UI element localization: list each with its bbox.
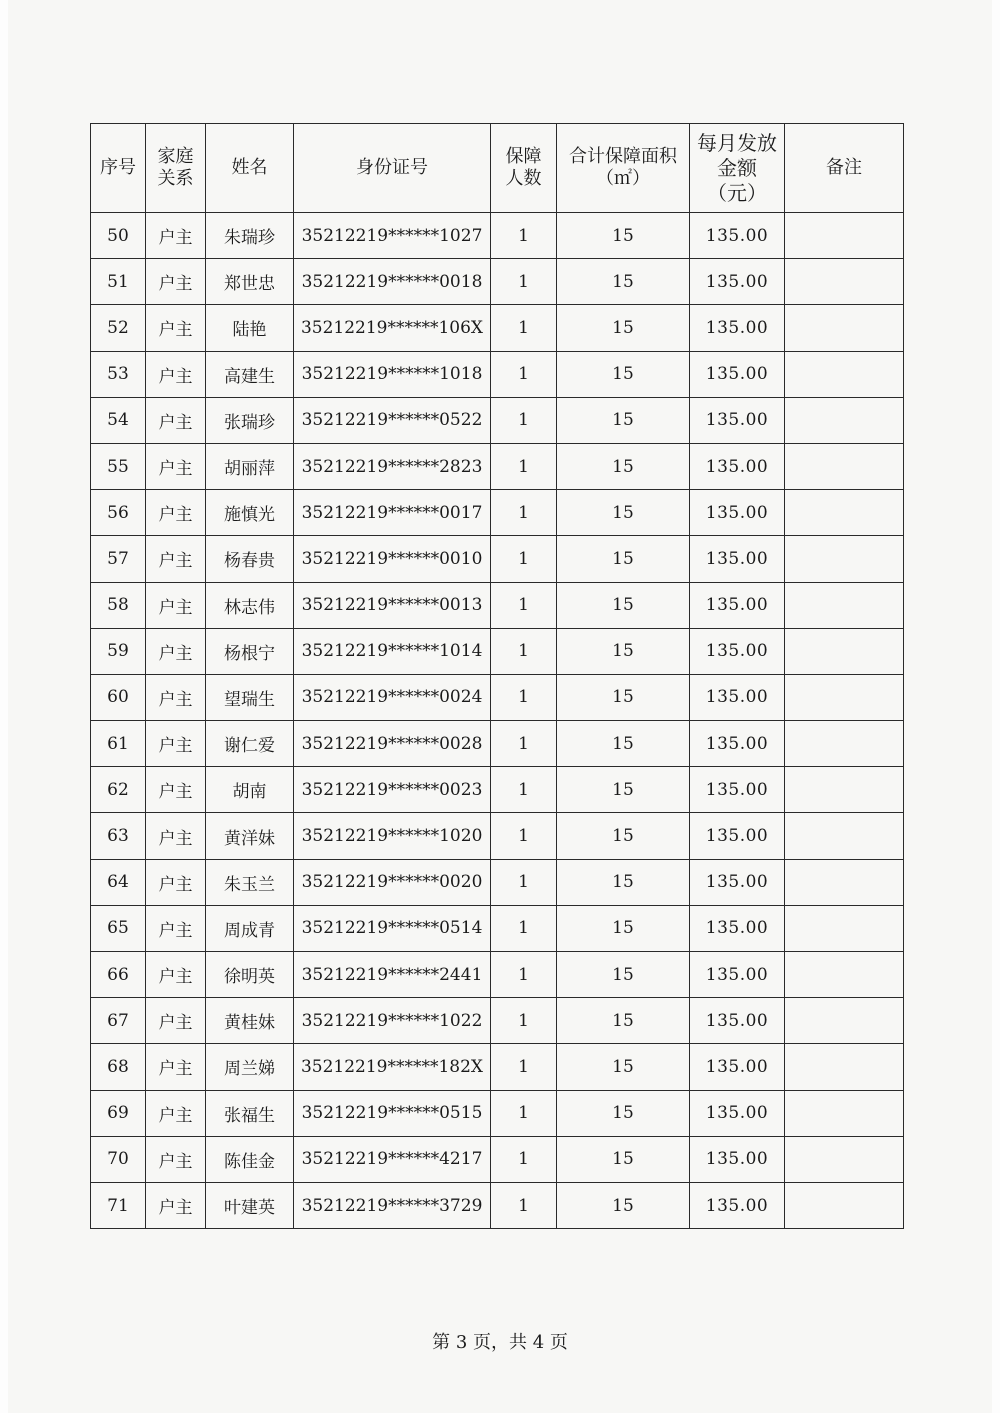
cell-persons: 1 <box>491 536 557 582</box>
cell-relation: 户主 <box>146 998 206 1044</box>
cell-seq: 67 <box>91 998 146 1044</box>
cell-relation: 户主 <box>146 397 206 443</box>
cell-id-number: 35212219******0018 <box>294 259 491 305</box>
cell-relation: 户主 <box>146 813 206 859</box>
cell-name: 朱瑞珍 <box>206 213 294 259</box>
cell-remarks <box>785 813 904 859</box>
cell-relation: 户主 <box>146 443 206 489</box>
cell-persons: 1 <box>491 952 557 998</box>
cell-area: 15 <box>557 536 690 582</box>
cell-name: 黄桂妹 <box>206 998 294 1044</box>
cell-area: 15 <box>557 1044 690 1090</box>
cell-area: 15 <box>557 397 690 443</box>
cell-remarks <box>785 628 904 674</box>
cell-remarks <box>785 1090 904 1136</box>
cell-relation: 户主 <box>146 1182 206 1228</box>
cell-remarks <box>785 213 904 259</box>
cell-name: 郑世忠 <box>206 259 294 305</box>
cell-remarks <box>785 998 904 1044</box>
table-row <box>91 536 904 582</box>
cell-id-number: 35212219******0013 <box>294 582 491 628</box>
cell-name: 施慎光 <box>206 490 294 536</box>
cell-name: 高建生 <box>206 351 294 397</box>
cell-name: 叶建英 <box>206 1182 294 1228</box>
header-remarks: 备注 <box>785 124 904 213</box>
cell-relation: 户主 <box>146 582 206 628</box>
cell-area: 15 <box>557 213 690 259</box>
cell-seq: 50 <box>91 213 146 259</box>
table-row <box>91 351 904 397</box>
header-id-number: 身份证号 <box>294 124 491 213</box>
cell-name: 朱玉兰 <box>206 859 294 905</box>
cell-amount: 135.00 <box>690 998 785 1044</box>
cell-remarks <box>785 397 904 443</box>
cell-persons: 1 <box>491 351 557 397</box>
header-name: 姓名 <box>206 124 294 213</box>
cell-persons: 1 <box>491 767 557 813</box>
table-row <box>91 905 904 951</box>
table-row <box>91 305 904 351</box>
cell-remarks <box>785 1136 904 1182</box>
cell-id-number: 35212219******1022 <box>294 998 491 1044</box>
header-persons: 保障人数 <box>491 124 557 213</box>
cell-relation: 户主 <box>146 351 206 397</box>
cell-relation: 户主 <box>146 490 206 536</box>
cell-area: 15 <box>557 259 690 305</box>
cell-id-number: 35212219******0017 <box>294 490 491 536</box>
cell-remarks <box>785 305 904 351</box>
cell-id-number: 35212219******0024 <box>294 674 491 720</box>
cell-name: 周兰娣 <box>206 1044 294 1090</box>
cell-remarks <box>785 905 904 951</box>
cell-seq: 69 <box>91 1090 146 1136</box>
cell-seq: 61 <box>91 721 146 767</box>
cell-seq: 56 <box>91 490 146 536</box>
table-row <box>91 674 904 720</box>
cell-amount: 135.00 <box>690 351 785 397</box>
cell-area: 15 <box>557 859 690 905</box>
cell-area: 15 <box>557 443 690 489</box>
cell-area: 15 <box>557 1136 690 1182</box>
cell-amount: 135.00 <box>690 305 785 351</box>
cell-remarks <box>785 767 904 813</box>
cell-seq: 55 <box>91 443 146 489</box>
cell-id-number: 35212219******182X <box>294 1044 491 1090</box>
table-row <box>91 397 904 443</box>
cell-id-number: 35212219******2441 <box>294 952 491 998</box>
cell-relation: 户主 <box>146 305 206 351</box>
cell-name: 陆艳 <box>206 305 294 351</box>
cell-amount: 135.00 <box>690 721 785 767</box>
cell-persons: 1 <box>491 1136 557 1182</box>
cell-amount: 135.00 <box>690 905 785 951</box>
header-relation: 家庭关系 <box>146 124 206 213</box>
cell-area: 15 <box>557 305 690 351</box>
cell-amount: 135.00 <box>690 859 785 905</box>
table-body <box>91 213 904 1229</box>
cell-id-number: 35212219******3729 <box>294 1182 491 1228</box>
cell-remarks <box>785 674 904 720</box>
cell-relation: 户主 <box>146 905 206 951</box>
cell-id-number: 35212219******0028 <box>294 721 491 767</box>
cell-relation: 户主 <box>146 213 206 259</box>
table-row <box>91 1136 904 1182</box>
cell-name: 杨根宁 <box>206 628 294 674</box>
cell-seq: 64 <box>91 859 146 905</box>
cell-remarks <box>785 859 904 905</box>
cell-area: 15 <box>557 813 690 859</box>
cell-relation: 户主 <box>146 859 206 905</box>
cell-persons: 1 <box>491 213 557 259</box>
cell-amount: 135.00 <box>690 1182 785 1228</box>
cell-relation: 户主 <box>146 628 206 674</box>
header-row <box>91 124 904 213</box>
cell-persons: 1 <box>491 1182 557 1228</box>
cell-persons: 1 <box>491 998 557 1044</box>
cell-persons: 1 <box>491 859 557 905</box>
cell-id-number: 35212219******2823 <box>294 443 491 489</box>
table-row <box>91 628 904 674</box>
cell-id-number: 35212219******106X <box>294 305 491 351</box>
table-row <box>91 259 904 305</box>
cell-relation: 户主 <box>146 721 206 767</box>
table-row <box>91 1044 904 1090</box>
cell-relation: 户主 <box>146 259 206 305</box>
cell-persons: 1 <box>491 490 557 536</box>
cell-remarks <box>785 582 904 628</box>
cell-relation: 户主 <box>146 1044 206 1090</box>
cell-amount: 135.00 <box>690 397 785 443</box>
cell-seq: 52 <box>91 305 146 351</box>
cell-area: 15 <box>557 905 690 951</box>
cell-name: 黄洋妹 <box>206 813 294 859</box>
cell-amount: 135.00 <box>690 582 785 628</box>
cell-name: 周成青 <box>206 905 294 951</box>
cell-name: 谢仁爱 <box>206 721 294 767</box>
cell-seq: 53 <box>91 351 146 397</box>
cell-amount: 135.00 <box>690 674 785 720</box>
table-row <box>91 998 904 1044</box>
cell-id-number: 35212219******0020 <box>294 859 491 905</box>
cell-name: 胡丽萍 <box>206 443 294 489</box>
cell-id-number: 35212219******1027 <box>294 213 491 259</box>
cell-persons: 1 <box>491 905 557 951</box>
cell-relation: 户主 <box>146 1136 206 1182</box>
table-row <box>91 1182 904 1228</box>
cell-name: 徐明英 <box>206 952 294 998</box>
cell-remarks <box>785 952 904 998</box>
cell-area: 15 <box>557 767 690 813</box>
cell-seq: 54 <box>91 397 146 443</box>
cell-persons: 1 <box>491 397 557 443</box>
cell-relation: 户主 <box>146 952 206 998</box>
table-row <box>91 582 904 628</box>
subsidy-table <box>90 123 904 1229</box>
cell-id-number: 35212219******0514 <box>294 905 491 951</box>
cell-remarks <box>785 1182 904 1228</box>
cell-persons: 1 <box>491 259 557 305</box>
cell-seq: 60 <box>91 674 146 720</box>
cell-remarks <box>785 536 904 582</box>
table-row <box>91 813 904 859</box>
cell-amount: 135.00 <box>690 213 785 259</box>
cell-seq: 57 <box>91 536 146 582</box>
cell-area: 15 <box>557 351 690 397</box>
cell-amount: 135.00 <box>690 443 785 489</box>
cell-amount: 135.00 <box>690 813 785 859</box>
cell-name: 张瑞珍 <box>206 397 294 443</box>
cell-name: 望瑞生 <box>206 674 294 720</box>
cell-persons: 1 <box>491 443 557 489</box>
cell-remarks <box>785 721 904 767</box>
cell-name: 张福生 <box>206 1090 294 1136</box>
table-row <box>91 721 904 767</box>
cell-persons: 1 <box>491 674 557 720</box>
cell-remarks <box>785 351 904 397</box>
cell-persons: 1 <box>491 813 557 859</box>
cell-seq: 59 <box>91 628 146 674</box>
cell-area: 15 <box>557 1182 690 1228</box>
cell-area: 15 <box>557 582 690 628</box>
cell-id-number: 35212219******1014 <box>294 628 491 674</box>
cell-relation: 户主 <box>146 674 206 720</box>
cell-persons: 1 <box>491 305 557 351</box>
cell-relation: 户主 <box>146 1090 206 1136</box>
header-area: 合计保障面积（㎡） <box>557 124 690 213</box>
cell-area: 15 <box>557 674 690 720</box>
cell-area: 15 <box>557 952 690 998</box>
header-amount: 每月发放金额（元） <box>690 124 785 213</box>
cell-persons: 1 <box>491 1090 557 1136</box>
cell-seq: 65 <box>91 905 146 951</box>
cell-area: 15 <box>557 1090 690 1136</box>
cell-seq: 51 <box>91 259 146 305</box>
cell-amount: 135.00 <box>690 1136 785 1182</box>
cell-amount: 135.00 <box>690 536 785 582</box>
cell-seq: 66 <box>91 952 146 998</box>
cell-seq: 71 <box>91 1182 146 1228</box>
cell-id-number: 35212219******0023 <box>294 767 491 813</box>
cell-remarks <box>785 1044 904 1090</box>
cell-name: 陈佳金 <box>206 1136 294 1182</box>
table-row <box>91 213 904 259</box>
table-row <box>91 490 904 536</box>
cell-name: 林志伟 <box>206 582 294 628</box>
cell-relation: 户主 <box>146 536 206 582</box>
table-row <box>91 1090 904 1136</box>
cell-amount: 135.00 <box>690 952 785 998</box>
cell-amount: 135.00 <box>690 1090 785 1136</box>
cell-id-number: 35212219******0010 <box>294 536 491 582</box>
cell-id-number: 35212219******0522 <box>294 397 491 443</box>
cell-persons: 1 <box>491 1044 557 1090</box>
cell-id-number: 35212219******1018 <box>294 351 491 397</box>
cell-area: 15 <box>557 721 690 767</box>
cell-amount: 135.00 <box>690 1044 785 1090</box>
cell-amount: 135.00 <box>690 490 785 536</box>
table-row <box>91 767 904 813</box>
cell-remarks <box>785 259 904 305</box>
cell-seq: 58 <box>91 582 146 628</box>
cell-area: 15 <box>557 628 690 674</box>
cell-id-number: 35212219******4217 <box>294 1136 491 1182</box>
cell-persons: 1 <box>491 721 557 767</box>
cell-seq: 62 <box>91 767 146 813</box>
cell-area: 15 <box>557 490 690 536</box>
page-number: 第 3 页，共 4 页 <box>432 1332 568 1353</box>
cell-seq: 68 <box>91 1044 146 1090</box>
cell-id-number: 35212219******1020 <box>294 813 491 859</box>
cell-amount: 135.00 <box>690 628 785 674</box>
cell-id-number: 35212219******0515 <box>294 1090 491 1136</box>
cell-seq: 63 <box>91 813 146 859</box>
cell-persons: 1 <box>491 628 557 674</box>
table-row <box>91 859 904 905</box>
cell-seq: 70 <box>91 1136 146 1182</box>
cell-name: 杨春贵 <box>206 536 294 582</box>
cell-name: 胡南 <box>206 767 294 813</box>
table-row <box>91 443 904 489</box>
table-row <box>91 952 904 998</box>
cell-remarks <box>785 490 904 536</box>
cell-remarks <box>785 443 904 489</box>
cell-relation: 户主 <box>146 767 206 813</box>
cell-area: 15 <box>557 998 690 1044</box>
header-seq: 序号 <box>91 124 146 213</box>
cell-amount: 135.00 <box>690 767 785 813</box>
cell-persons: 1 <box>491 582 557 628</box>
cell-amount: 135.00 <box>690 259 785 305</box>
